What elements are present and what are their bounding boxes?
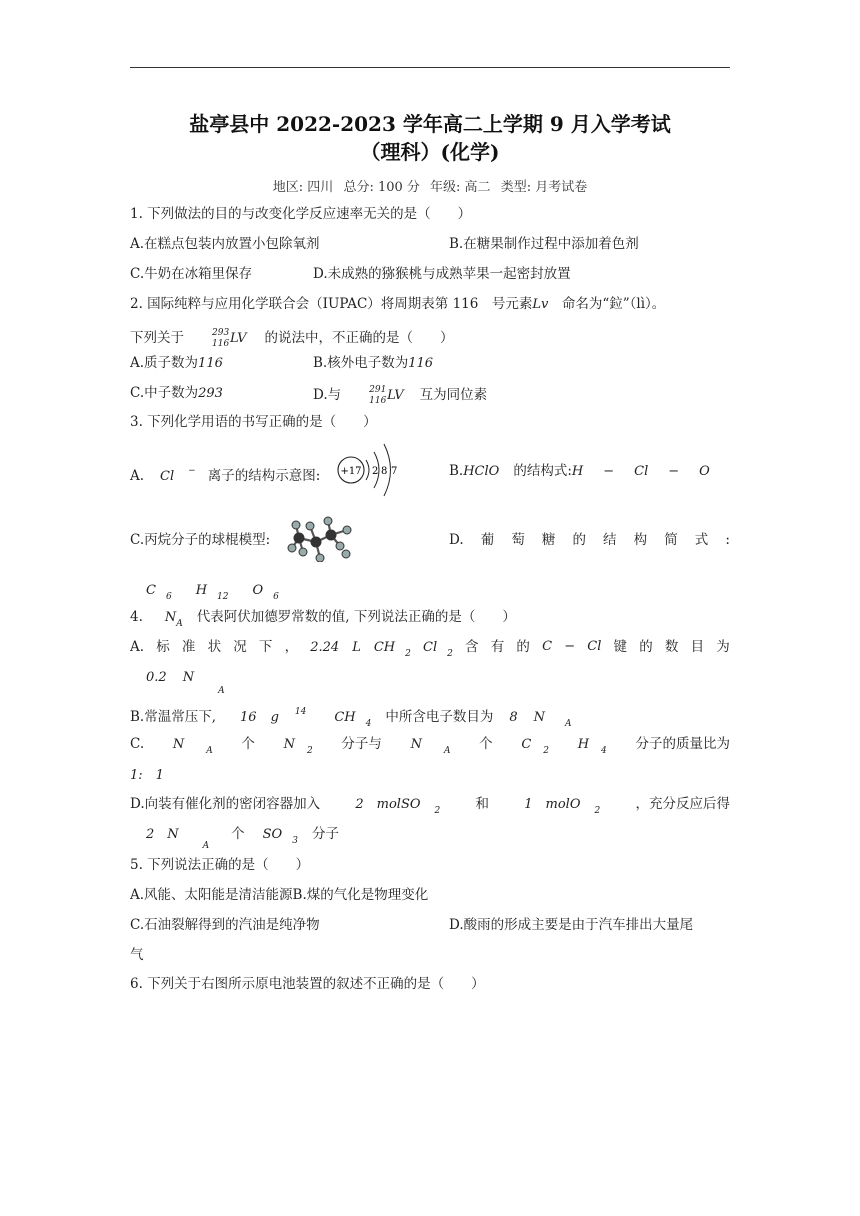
q3-option-a: A. Cl − 离子的结构示意图: [130, 466, 321, 484]
q2-option-c: C.中子数为293 [130, 385, 223, 401]
meta-region: 地区: 四川 [272, 180, 334, 195]
q4-option-a: A. 标 准 状 况 下 ， 2.24 L CH 2 Cl 2 含 有 的 C − Cl 键 的 数 目 为 [130, 639, 730, 659]
q3-option-d: D. 葡 萄 糖 的 结 构 简 式 : [449, 532, 730, 548]
header-rule [130, 67, 730, 68]
q4-option-c: C. N A 个 N 2 分子与 N A 个 C 2 H 4 分子的质量比为 [130, 736, 730, 756]
meta-grade: 年级: 高二 [430, 180, 491, 195]
svg-text:7: 7 [391, 466, 398, 477]
meta-type: 类型: 月考试卷 [500, 180, 588, 195]
q1-stem: 1. 下列做法的目的与改变化学反应速率无关的是（ ） [130, 206, 472, 222]
q5-option-ab: A.风能、太阳能是清洁能源B.煤的气化是物理变化 [130, 887, 429, 903]
chlorine-ion-diagram [334, 440, 404, 502]
svg-text:8: 8 [381, 466, 388, 477]
q2-option-a: A.质子数为116 [130, 355, 223, 371]
q5-option-d-cont: 气 [130, 947, 144, 963]
svg-text:2: 2 [372, 466, 379, 477]
svg-text:+17: +17 [340, 466, 362, 477]
q2-stem-line2: 下列关于 293 116 LV 的说法中，不正确的是（ ） [130, 324, 453, 348]
q4-option-c-cont: 1: 1 [130, 768, 164, 783]
q4-option-a-cont: 0.2 $N_A$ [146, 670, 225, 696]
q1-option-a: A.在糕点包装内放置小包除氧剂 [130, 236, 320, 252]
exam-meta [130, 176, 730, 195]
q5-option-c: C.石油裂解得到的汽油是纯净物 [130, 917, 320, 933]
q4-stem: 4. $N_A$ 代表阿伏加德罗常数的值, 下列说法正确的是（ ） [130, 609, 516, 629]
q2-stem: 2. 国际纯粹与应用化学联合会（IUPAC）将周期表第 116 号元素Lv 命名为“鉝”（lì）。 [130, 296, 666, 312]
q3-stem: 3. 下列化学用语的书写正确的是（ ） [130, 414, 377, 430]
q3-option-c: C.丙烷分子的球棍模型: [130, 532, 271, 548]
meta-score: 总分: 100 分 [343, 180, 420, 195]
q2-nuclide: 293 116 [212, 328, 230, 349]
q1-option-b: B.在糖果制作过程中添加着色剂 [449, 236, 639, 252]
glucose-formula: C $_6$ H $_{12}$ O $_6$ [146, 583, 279, 602]
q2-element-symbol: Lv [532, 297, 549, 312]
q4-option-d-cont: 2 $N_A$个 SO $_3$ 分子 [146, 826, 339, 851]
exam-subtitle: （理科）(化学) [360, 140, 500, 164]
q6-stem: 6. 下列关于右图所示原电池装置的叙述不正确的是（ ） [130, 976, 485, 992]
q4-option-b: B.常温常压下, 16 g $^{14}$ CH $_4$ 中所含电子数目为 8 N $_A$ [130, 707, 572, 729]
exam-title: 盐亭县中 2022-2023 学年高二上学期 9 月入学考试 [189, 112, 671, 136]
propane-ball-stick-model [282, 512, 372, 562]
q2-option-b: B.核外电子数为116 [313, 355, 434, 371]
q1-option-d: D.未成熟的猕猴桃与成熟苹果一起密封放置 [313, 266, 571, 282]
q2-option-d: D.与 291 116 LV 互为同位素 [313, 385, 488, 406]
q5-stem: 5. 下列说法正确的是（ ） [130, 857, 310, 873]
q1-option-c: C.牛奶在冰箱里保存 [130, 266, 253, 282]
q3-option-b: B.HClO 的结构式:H − Cl − O [449, 463, 710, 479]
q4-option-d: D.向装有催化剂的密闭容器加入 2 molSO 2 和 1 molO 2 ，充分反应后得 [130, 796, 730, 816]
q5-option-d: D.酸雨的形成主要是由于汽车排出大量尾 [449, 917, 694, 933]
